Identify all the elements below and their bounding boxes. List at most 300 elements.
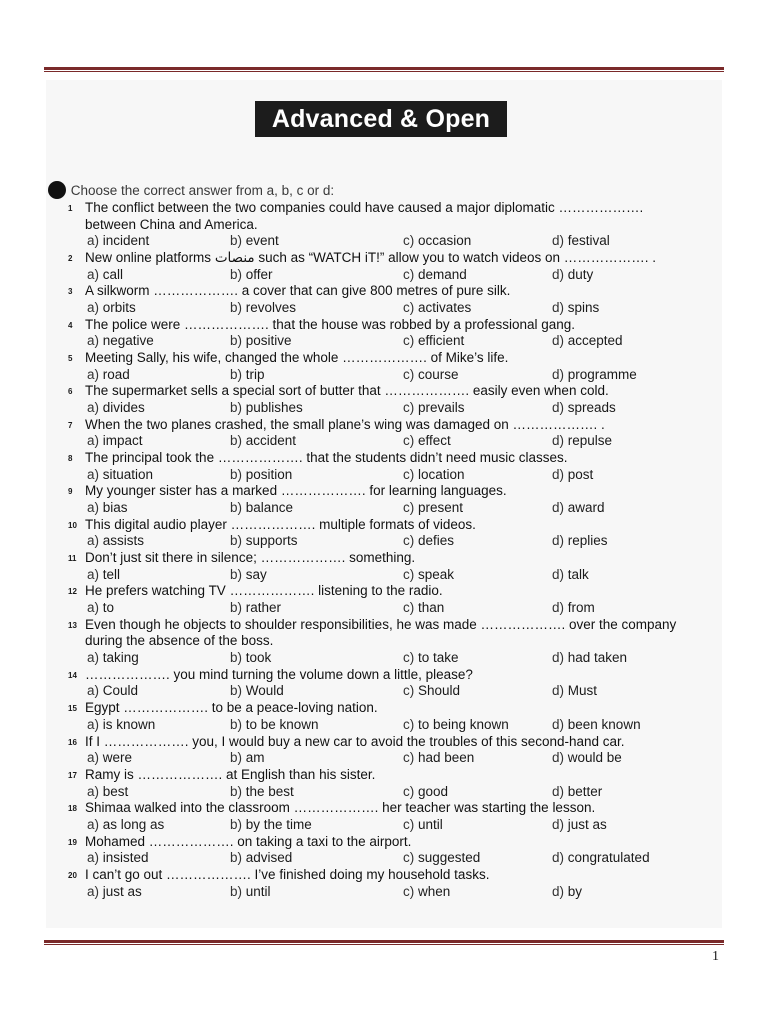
option-a[interactable] <box>87 333 154 350</box>
option-a[interactable] <box>87 817 164 834</box>
option-letter: d) <box>552 683 568 699</box>
option-text: insisted <box>102 850 149 866</box>
option-letter: a) <box>87 300 103 316</box>
option-a[interactable] <box>87 784 128 801</box>
option-letter: a) <box>87 683 103 699</box>
question-item <box>68 417 708 450</box>
option-text: event <box>245 233 279 249</box>
option-letter: c) <box>403 400 418 416</box>
option-text: to take <box>418 650 459 666</box>
option-letter: b) <box>230 600 246 616</box>
option-text: defies <box>418 533 455 549</box>
option-letter: d) <box>552 650 568 666</box>
option-text: incident <box>102 233 150 249</box>
question-text: The supermarket sells a special sort of butter that ………………. easily even when cold. <box>85 383 609 399</box>
option-b[interactable] <box>230 600 281 617</box>
top-divider <box>44 67 724 72</box>
question-item <box>68 200 708 250</box>
option-letter: a) <box>87 500 103 516</box>
option-text: demand <box>418 266 467 282</box>
option-text: rather <box>245 600 282 616</box>
option-c[interactable] <box>403 850 480 867</box>
option-c[interactable] <box>403 333 464 350</box>
question-item <box>68 617 708 667</box>
option-letter: c) <box>403 466 418 482</box>
option-text: occasion <box>418 233 472 249</box>
question-text: ………………. you mind turning the volume down a little, please? <box>85 666 473 682</box>
question-number: 12 <box>68 587 77 597</box>
answer-options <box>68 333 708 350</box>
option-text: course <box>418 366 459 382</box>
option-b[interactable] <box>230 300 296 317</box>
option-text: situation <box>102 466 154 482</box>
option-letter: d) <box>552 300 568 316</box>
option-c[interactable] <box>403 717 509 734</box>
option-text: impact <box>102 433 143 449</box>
answer-options <box>68 500 708 517</box>
question-item <box>68 834 708 867</box>
option-d[interactable] <box>552 300 599 317</box>
option-letter: b) <box>230 716 246 732</box>
question-line <box>68 734 708 751</box>
option-c[interactable] <box>403 233 471 250</box>
option-text: revolves <box>245 300 297 316</box>
option-letter: a) <box>87 533 103 549</box>
option-d[interactable] <box>552 267 593 284</box>
option-a[interactable] <box>87 850 149 867</box>
option-a[interactable] <box>87 567 120 584</box>
option-d[interactable] <box>552 683 597 700</box>
option-d[interactable] <box>552 817 607 834</box>
question-text: between China and America. <box>85 216 258 232</box>
option-a[interactable] <box>87 233 149 250</box>
option-text: road <box>102 366 130 382</box>
option-b[interactable] <box>230 233 279 250</box>
option-b[interactable] <box>230 750 265 767</box>
option-text: negative <box>102 333 154 349</box>
option-text: balance <box>245 500 294 516</box>
question-item <box>68 700 708 733</box>
question-item <box>68 483 708 516</box>
answer-options <box>68 884 708 901</box>
answer-options <box>68 683 708 700</box>
option-c[interactable] <box>403 683 460 700</box>
question-line <box>68 667 708 684</box>
option-a[interactable] <box>87 500 128 517</box>
option-text: to <box>102 600 115 616</box>
option-b[interactable] <box>230 500 293 517</box>
option-letter: b) <box>230 683 246 699</box>
option-d[interactable] <box>552 650 627 667</box>
option-a[interactable] <box>87 533 144 550</box>
option-letter: d) <box>552 433 568 449</box>
option-text: offer <box>245 266 273 282</box>
option-c[interactable] <box>403 500 463 517</box>
option-c[interactable] <box>403 600 444 617</box>
option-letter: b) <box>230 500 246 516</box>
instruction-text: Choose the correct answer from a, b, c or d: <box>70 183 335 198</box>
option-text: to being known <box>418 716 509 732</box>
question-line <box>68 700 708 717</box>
question-text: New online platforms منصات such as “WATCH iT!” allow you to watch videos on ………………. . <box>85 250 657 266</box>
option-text: were <box>102 750 133 766</box>
option-text: bias <box>102 500 128 516</box>
bullet-icon <box>48 181 66 199</box>
question-line <box>68 617 708 634</box>
question-line-continued <box>68 217 708 234</box>
option-text: am <box>245 750 265 766</box>
option-letter: b) <box>230 466 246 482</box>
option-letter: d) <box>552 816 568 832</box>
option-letter: c) <box>403 366 418 382</box>
option-letter: d) <box>552 716 568 732</box>
option-letter: d) <box>552 366 568 382</box>
question-number: 6 <box>68 387 73 397</box>
question-text: Don’t just sit there in silence; ………………. something. <box>85 550 416 566</box>
option-text: programme <box>567 366 637 382</box>
option-a[interactable] <box>87 267 123 284</box>
option-letter: a) <box>87 716 103 732</box>
option-a[interactable] <box>87 400 145 417</box>
option-text: trip <box>245 366 265 382</box>
answer-options <box>68 433 708 450</box>
option-b[interactable] <box>230 784 294 801</box>
question-item <box>68 800 708 833</box>
option-letter: b) <box>230 266 246 282</box>
option-letter: d) <box>552 850 568 866</box>
question-item <box>68 734 708 767</box>
option-letter: b) <box>230 850 246 866</box>
option-c[interactable] <box>403 300 471 317</box>
option-letter: c) <box>403 433 418 449</box>
option-b[interactable] <box>230 533 298 550</box>
question-line <box>68 517 708 534</box>
option-text: suggested <box>418 850 481 866</box>
option-c[interactable] <box>403 400 465 417</box>
option-letter: c) <box>403 566 418 582</box>
option-d[interactable] <box>552 567 589 584</box>
option-letter: b) <box>230 400 246 416</box>
option-letter: d) <box>552 783 568 799</box>
question-line <box>68 800 708 817</box>
option-a[interactable] <box>87 884 142 901</box>
option-text: from <box>567 600 595 616</box>
question-text: He prefers watching TV ………………. listening to the radio. <box>85 583 443 599</box>
question-number: 1 <box>68 204 73 213</box>
option-b[interactable] <box>230 333 292 350</box>
question-item <box>68 517 708 550</box>
option-letter: a) <box>87 366 103 382</box>
question-text: A silkworm ………………. a cover that can give 800 metres of pure silk. <box>85 283 511 299</box>
option-text: just as <box>567 816 607 832</box>
option-letter: c) <box>403 750 418 766</box>
option-b[interactable] <box>230 433 296 450</box>
option-text: would be <box>567 750 622 766</box>
option-text: congratulated <box>567 850 650 866</box>
question-number: 9 <box>68 487 73 497</box>
question-line <box>68 583 708 600</box>
option-text: talk <box>567 566 589 582</box>
option-d[interactable] <box>552 400 616 417</box>
option-text: the best <box>245 783 294 799</box>
question-text: during the absence of the boss. <box>85 633 274 649</box>
question-text: This digital audio player ………………. multiple formats of videos. <box>85 516 476 532</box>
option-letter: d) <box>552 600 568 616</box>
question-line <box>68 283 708 300</box>
option-letter: c) <box>403 266 418 282</box>
option-letter: d) <box>552 233 568 249</box>
answer-options <box>68 650 708 667</box>
answer-options <box>68 267 708 284</box>
option-c[interactable] <box>403 567 454 584</box>
option-c[interactable] <box>403 533 454 550</box>
option-a[interactable] <box>87 367 130 384</box>
question-number: 13 <box>68 620 77 630</box>
question-text: Egypt ………………. to be a peace-loving nation. <box>85 700 378 716</box>
option-a[interactable] <box>87 683 138 700</box>
option-text: best <box>102 783 129 799</box>
option-text: speak <box>418 566 455 582</box>
option-d[interactable] <box>552 233 610 250</box>
question-line <box>68 483 708 500</box>
option-letter: b) <box>230 233 246 249</box>
option-letter: a) <box>87 650 103 666</box>
option-c[interactable] <box>403 817 443 834</box>
option-text: good <box>418 783 449 799</box>
option-b[interactable] <box>230 367 265 384</box>
option-letter: c) <box>403 850 418 866</box>
option-a[interactable] <box>87 750 132 767</box>
question-text: If I ………………. you, I would buy a new car to avoid the troubles of this second-hand car. <box>85 733 625 749</box>
option-text: had taken <box>567 650 628 666</box>
question-line <box>68 417 708 434</box>
option-b[interactable] <box>230 717 319 734</box>
option-c[interactable] <box>403 884 450 901</box>
option-letter: c) <box>403 300 418 316</box>
page-number: 1 <box>712 949 719 964</box>
question-item <box>68 283 708 316</box>
question-item <box>68 867 708 900</box>
option-text: taking <box>102 650 139 666</box>
option-text: been known <box>567 716 641 732</box>
option-b[interactable] <box>230 650 271 667</box>
page-title: Advanced & Open <box>255 101 507 137</box>
option-text: festival <box>567 233 610 249</box>
question-number: 16 <box>68 737 77 747</box>
option-text: orbits <box>102 300 136 316</box>
option-text: present <box>418 500 464 516</box>
answer-options <box>68 567 708 584</box>
option-d[interactable] <box>552 717 641 734</box>
option-text: location <box>418 466 465 482</box>
option-b[interactable] <box>230 817 312 834</box>
option-text: is known <box>102 716 156 732</box>
option-text: say <box>245 566 267 582</box>
question-number: 10 <box>68 520 77 530</box>
question-item <box>68 767 708 800</box>
option-c[interactable] <box>403 267 467 284</box>
option-d[interactable] <box>552 750 622 767</box>
question-line <box>68 317 708 334</box>
option-letter: a) <box>87 333 103 349</box>
option-text: tell <box>102 566 121 582</box>
question-text: Mohamed ………………. on taking a taxi to the airport. <box>85 833 412 849</box>
option-letter: d) <box>552 566 568 582</box>
option-c[interactable] <box>403 433 451 450</box>
option-letter: b) <box>230 333 246 349</box>
option-text: publishes <box>245 400 303 416</box>
option-a[interactable] <box>87 600 114 617</box>
option-letter: c) <box>403 600 418 616</box>
option-letter: d) <box>552 466 568 482</box>
question-number: 15 <box>68 704 77 714</box>
option-text: post <box>567 466 594 482</box>
option-a[interactable] <box>87 650 139 667</box>
option-d[interactable] <box>552 500 605 517</box>
question-line <box>68 200 708 217</box>
question-line-continued <box>68 633 708 650</box>
option-text: to be known <box>245 716 319 732</box>
option-letter: a) <box>87 566 103 582</box>
question-number: 5 <box>68 354 73 364</box>
answer-options <box>68 533 708 550</box>
option-text: award <box>567 500 605 516</box>
option-b[interactable] <box>230 267 273 284</box>
option-c[interactable] <box>403 750 474 767</box>
option-letter: b) <box>230 300 246 316</box>
option-letter: a) <box>87 266 103 282</box>
option-d[interactable] <box>552 533 608 550</box>
option-text: accepted <box>567 333 623 349</box>
option-d[interactable] <box>552 850 650 867</box>
option-b[interactable] <box>230 683 284 700</box>
option-text: than <box>418 600 445 616</box>
answer-options <box>68 467 708 484</box>
question-number: 11 <box>68 554 77 564</box>
option-letter: c) <box>403 883 418 899</box>
option-text: advised <box>245 850 293 866</box>
option-b[interactable] <box>230 467 292 484</box>
question-line <box>68 867 708 884</box>
option-text: took <box>245 650 272 666</box>
option-letter: b) <box>230 366 246 382</box>
option-letter: c) <box>403 233 418 249</box>
option-letter: b) <box>230 433 246 449</box>
option-text: by the time <box>245 816 312 832</box>
option-d[interactable] <box>552 367 637 384</box>
option-text: Would <box>245 683 284 699</box>
option-text: position <box>245 466 293 482</box>
option-letter: a) <box>87 233 103 249</box>
option-text: Should <box>418 683 461 699</box>
question-text: The conflict between the two companies could have caused a major diplomatic ………………. <box>85 200 644 215</box>
option-d[interactable] <box>552 884 582 901</box>
option-letter: d) <box>552 333 568 349</box>
option-d[interactable] <box>552 600 595 617</box>
option-a[interactable] <box>87 717 155 734</box>
question-item <box>68 383 708 416</box>
instruction <box>48 181 334 199</box>
option-d[interactable] <box>552 467 593 484</box>
option-letter: c) <box>403 816 418 832</box>
option-text: activates <box>418 300 472 316</box>
question-text: The police were ………………. that the house was robbed by a professional gang. <box>85 316 576 332</box>
option-text: repulse <box>567 433 613 449</box>
option-letter: a) <box>87 850 103 866</box>
option-letter: c) <box>403 500 418 516</box>
question-number: 7 <box>68 420 73 430</box>
option-letter: a) <box>87 433 103 449</box>
question-item <box>68 450 708 483</box>
option-text: as long as <box>102 816 165 832</box>
option-text: prevails <box>418 400 465 416</box>
option-text: positive <box>245 333 292 349</box>
option-letter: a) <box>87 816 103 832</box>
option-text: by <box>567 883 583 899</box>
question-number: 20 <box>68 870 77 880</box>
option-d[interactable] <box>552 433 612 450</box>
option-a[interactable] <box>87 300 136 317</box>
option-letter: c) <box>403 783 418 799</box>
option-c[interactable] <box>403 650 459 667</box>
question-number: 8 <box>68 454 73 464</box>
option-b[interactable] <box>230 884 271 901</box>
option-d[interactable] <box>552 784 602 801</box>
option-letter: a) <box>87 750 103 766</box>
option-c[interactable] <box>403 784 448 801</box>
answer-options <box>68 850 708 867</box>
question-number: 17 <box>68 770 77 780</box>
option-letter: b) <box>230 750 246 766</box>
option-letter: b) <box>230 533 246 549</box>
option-c[interactable] <box>403 467 465 484</box>
option-letter: a) <box>87 883 103 899</box>
question-text: Ramy is ………………. at English than his sister. <box>85 766 376 782</box>
question-line <box>68 834 708 851</box>
question-item <box>68 250 708 283</box>
bottom-divider <box>44 940 724 945</box>
option-text: replies <box>567 533 608 549</box>
option-b[interactable] <box>230 567 267 584</box>
question-item <box>68 583 708 616</box>
option-letter: a) <box>87 600 103 616</box>
question-line <box>68 383 708 400</box>
option-text: when <box>418 883 451 899</box>
question-text: I can’t go out ………………. I’ve finished doing my household tasks. <box>85 866 490 882</box>
question-line <box>68 767 708 784</box>
option-a[interactable] <box>87 433 143 450</box>
question-line <box>68 550 708 567</box>
option-text: accident <box>245 433 297 449</box>
option-text: call <box>102 266 124 282</box>
option-c[interactable] <box>403 367 459 384</box>
option-text: supports <box>245 533 298 549</box>
option-letter: d) <box>552 533 568 549</box>
option-letter: d) <box>552 750 568 766</box>
option-a[interactable] <box>87 467 153 484</box>
option-letter: d) <box>552 883 568 899</box>
question-number: 14 <box>68 670 77 680</box>
answer-options <box>68 600 708 617</box>
option-d[interactable] <box>552 333 623 350</box>
question-number: 18 <box>68 804 77 814</box>
question-number: 19 <box>68 837 77 847</box>
option-letter: a) <box>87 466 103 482</box>
option-letter: b) <box>230 883 246 899</box>
question-text: When the two planes crashed, the small plane’s wing was damaged on ………………. . <box>85 416 605 432</box>
option-b[interactable] <box>230 850 292 867</box>
option-b[interactable] <box>230 400 303 417</box>
